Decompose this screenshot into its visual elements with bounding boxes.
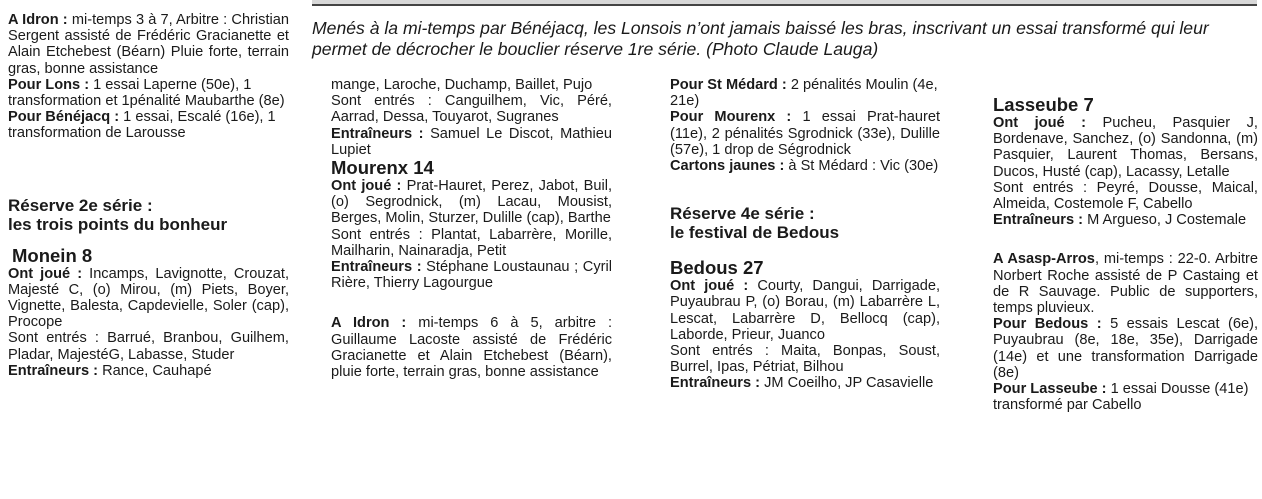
mourenx-text: 1 essai Prat-hauret (11e), 2 pénalités Sgrodnick (33e), Dulille (57e), 1 drop de Ségrodnick [670, 109, 940, 158]
monein-lineup [8, 266, 289, 331]
bedous-joue-lead: Ont joué : [670, 278, 758, 295]
monein-coaches [8, 363, 289, 379]
bedous-substitutes: Sont entrés : Maita, Bonpas, Soust, Burrel, Ipas, Pétriat, Bilhou [670, 343, 940, 376]
idron2-text: mi-temps 6 à 5, arbitre : Guillaume Lacoste assisté de Frédéric Gracianette et Alain Etchebest (Béarn), pluie forte, terrain gras, bonne assistance [331, 315, 612, 381]
section-heading-reserve2: Réserve 2e série : [8, 195, 153, 215]
lasseube-coaches [993, 212, 1258, 228]
bedous-lineup [670, 278, 940, 343]
bedous-text: 5 essais Lescat (6e), Puyaubrau (8e, 18e, 35e), Darrigade (14e) et une transformation Darrigade (8e) [993, 316, 1258, 381]
cartons-lead: Cartons jaunes : [670, 158, 789, 175]
column-4 [993, 95, 1258, 413]
idron-lead: A Idron : [8, 12, 72, 28]
team-title-monein: Monein 8 [12, 244, 93, 266]
cartons-text: à St Médard : Vic (30e) [788, 158, 939, 175]
lons-score [8, 77, 289, 109]
lasseube-lead: Pour Lasseube : [993, 381, 1111, 398]
lasseube-joue-lead: Ont joué : [993, 115, 1103, 131]
monein-entraineurs-text: Rance, Cauhapé [102, 362, 212, 379]
substitutes-continued: Sont entrés : Canguilhem, Vic, Péré, Aarrad, Dessa, Touyarot, Sugranes [331, 93, 612, 126]
mourenx-coaches [331, 259, 612, 291]
section-subheading-reserve4: le festival de Bedous [670, 223, 840, 243]
mourenx-joue-lead: Ont joué : [331, 178, 407, 195]
lasseube-substitutes: Sont entrés : Peyré, Dousse, Maical, Almeida, Costemole F, Cabello [993, 179, 1258, 213]
mourenx-entraineurs-text: Stéphane Loustaunau ; Cyril Rière, Thierry Lagourgue [331, 259, 612, 292]
team-title-lasseube: Lasseube 7 [993, 94, 1094, 115]
mourenx-lead: Pour Mourenx : [670, 109, 803, 126]
benejacq-score [8, 109, 289, 141]
entraineurs-lead: Entraîneurs : [331, 125, 431, 142]
asasp-lead: A Asasp-Arros [993, 251, 1095, 268]
section-subheading-reserve2: les trois points du bonheur [8, 214, 228, 234]
stmedard-text: 2 pénalités Moulin (4e, 21e) [670, 77, 938, 110]
lineup-continued: mange, Laroche, Duchamp, Baillet, Pujo [331, 77, 593, 93]
column-2 [331, 77, 612, 380]
lasseube-lineup [993, 115, 1258, 180]
idron-report [8, 12, 289, 77]
mourenx-substitutes: Sont entrés : Plantat, Labarrère, Morille, Mailharin, Nainaradja, Petit [331, 226, 612, 259]
monein-joue-text: Incamps, Lavignotte, Crouzat, Majesté C, (o) Mirou, (m) Piets, Boyer, Vignette, Balesta, Capdevielle, Soler (cap), Procope [8, 265, 290, 331]
monein-substitutes: Sont entrés : Barrué, Branbou, Guilhem, Pladar, MajestéG, Labasse, Studer [8, 330, 289, 363]
yellow-cards [670, 158, 940, 174]
idron2-lead: A Idron : [331, 315, 419, 332]
bedous-entraineurs-lead: Entraîneurs : [670, 375, 765, 392]
entraineurs-text: Samuel Le Discot, Mathieu Lupiet [331, 125, 612, 158]
column-3 [670, 77, 940, 392]
idron-text: mi-temps 3 à 7, Arbitre : Christian Sergent assisté de Frédéric Gracianette et Alain Etchebest (Béarn) Pluie forte, terrain gras, bonne assistance [8, 12, 289, 77]
photo-caption: Menés à la mi-temps par Bénéjacq, les Lonsois n’ont jamais baissé les bras, inscrivant un essai transformé qui leur permet de décrocher le bouclier réserve 1re série. (Photo Claude Lauga) [312, 18, 1209, 59]
benejacq-lead: Pour Bénéjacq : [8, 109, 124, 126]
coaches-continued [331, 126, 612, 158]
stmedard-score [670, 77, 940, 109]
asasp-text: , mi-temps : 22-0. Arbitre Norbert Roche assisté de P Castaing et de R Sauvage. Public de supporters, temps pluvieux. [993, 251, 1258, 317]
lasseube-joue-text: Pucheu, Pasquier J, Bordenave, Sanchez, (o) Sandonna, (m) Pasquier, Laurent Thomas, Bersans, Ducos, Husté (cap), Lacassy, Letalle [993, 115, 1258, 180]
monein-joue-lead: Ont joué : [8, 265, 90, 282]
bedous-lead: Pour Bedous : [993, 316, 1111, 333]
lasseube-score [993, 381, 1258, 413]
lasseube-entraineurs-text: M Argueso, J Costemale [1087, 212, 1247, 229]
lons-lead: Pour Lons : [8, 76, 94, 93]
asasp-report [993, 251, 1258, 316]
mourenx-score [670, 109, 940, 158]
team-title-mourenx: Mourenx 14 [331, 157, 434, 179]
mourenx-joue-text: Prat-Hauret, Perez, Jabot, Buil, (o) Segrodnick, (m) Lacau, Mousist, Berges, Molin, Sturzer, Dulille (cap), Barthe [331, 178, 612, 227]
mourenx-entraineurs-lead: Entraîneurs : [331, 259, 427, 276]
stmedard-lead: Pour St Médard : [670, 77, 791, 93]
column-1 [8, 12, 289, 379]
bedous-joue-text: Courty, Dangui, Darrigade, Puyaubrau P, (o) Borau, (m) Labarrère L, Lescat, Labarrère D, Bellocq (cap), Laborde, Prieur, Juanco [670, 278, 940, 343]
lons-text: 1 essai Laperne (50e), 1 transformation et 1pénalité Maubarthe (8e) [8, 76, 285, 110]
caption-rule [312, 4, 1257, 6]
benejacq-text: 1 essai, Escalé (16e), 1 transformation de Larousse [8, 109, 276, 142]
bedous-score [993, 316, 1258, 381]
idron2-report [331, 315, 612, 380]
lasseube-entraineurs-lead: Entraîneurs : [993, 212, 1088, 229]
monein-entraineurs-lead: Entraîneurs : [8, 362, 103, 379]
mourenx-lineup [331, 178, 612, 227]
bedous-coaches [670, 375, 940, 391]
lasseube-text: 1 essai Dousse (41e) transformé par Cabello [993, 381, 1249, 414]
team-title-bedous: Bedous 27 [670, 257, 764, 279]
bedous-entraineurs-text: JM Coeilho, JP Casavielle [764, 375, 934, 392]
section-heading-reserve4: Réserve 4e série : [670, 204, 815, 224]
